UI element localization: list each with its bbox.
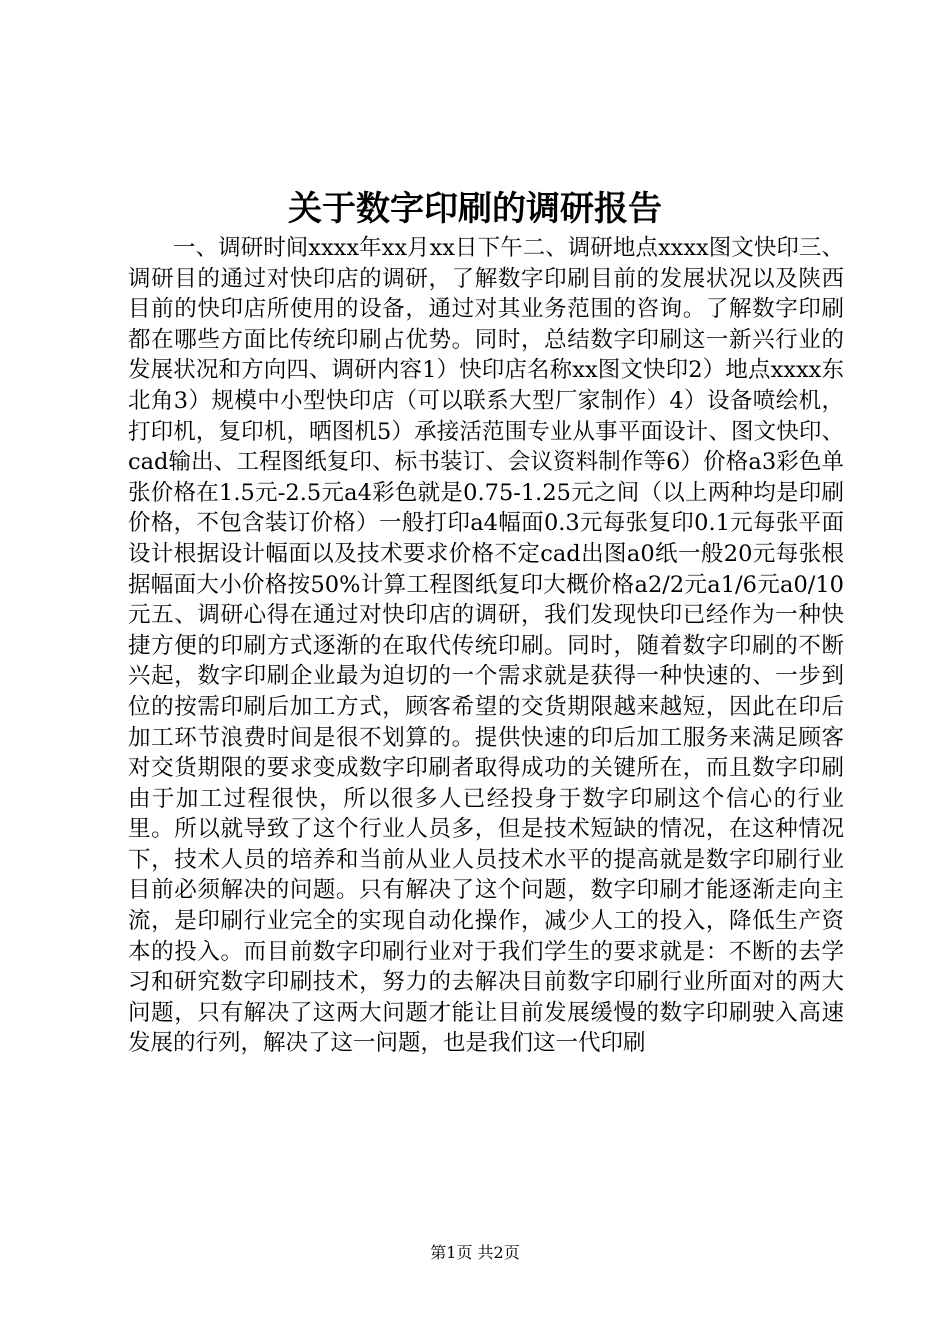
document-body: 一、调研时间xxxx年xx月xx日下午二、调研地点xxxx图文快印三、调研目的通过对快印店的调研，了解数字印刷目前的发展状况以及陕西目前的快印店所使用的设备，通过对其业务范围的咨询。了解数字印刷都在哪些方面比传统印刷占优势。同时，总结数字印刷这一新兴行业的发展状况和方向四、调研内容1）快印店名称xx图文快印2）地点xxxx东北角3）规模中小型快印店（可以联系大型厂家制作）4）设备喷绘机，打印机，复印机，晒图机5）承接活范围专业从事平面设计、图文快印、cad输出、工程图纸复印、标书装订、会议资料制作等6）价格a3彩色单张价格在1.5元-2.5元a4彩色就是0.75-1.25元之间（以上两种均是印刷价格，不包含装订价格）一般打印a4幅面0.3元每张复印0.1元每张平面设计根据设计幅面以及技术要求价格不定cad出图a0纸一般20元每张根据幅面大小价格按50%计算工程图纸复印大概价格a2/2元a1/6元a0/10元五、调研心得在通过对快印店的调研，我们发现快印已经作为一种快捷方便的印刷方式逐渐的在取代传统印刷。同时，随着数字印刷的不断兴起，数字印刷企业最为迫切的一个需求就是获得一种快速的、一步到位的按需印刷后加工方式，顾客希望的交货期限越来越短，因此在印后加工环节浪费时间是很不划算的。提供快速的印后加工服务来满足顾客对交货期限的要求变成数字印刷者取得成功的关键所在，而且数字印刷由于加工过程很快，所以很多人已经投身于数字印刷这个信心的行业里。所以就导致了这个行业人员多，但是技术短缺的情况，在这种情况下，技术人员的培养和当前从业人员技术水平的提高就是数字印刷行业目前必须解决的问题。只有解决了这个问题，数字印刷才能逐渐走向主流，是印刷行业完全的实现自动化操作，减少人工的投入，降低生产资本的投入。而目前数字印刷行业对于我们学生的要求就是：不断的去学习和研究数字印刷技术，努力的去解决目前数字印刷行业所面对的两大问题，只有解决了这两大问题才能让目前发展缓慢的数字印刷驶入高速发展的行列，解决了这一问题，也是我们这一代印刷 — [128, 235, 844, 1057]
page-footer: 第1页 共2页 — [430, 1243, 520, 1262]
document-title: 关于数字印刷的调研报告 — [288, 189, 662, 229]
